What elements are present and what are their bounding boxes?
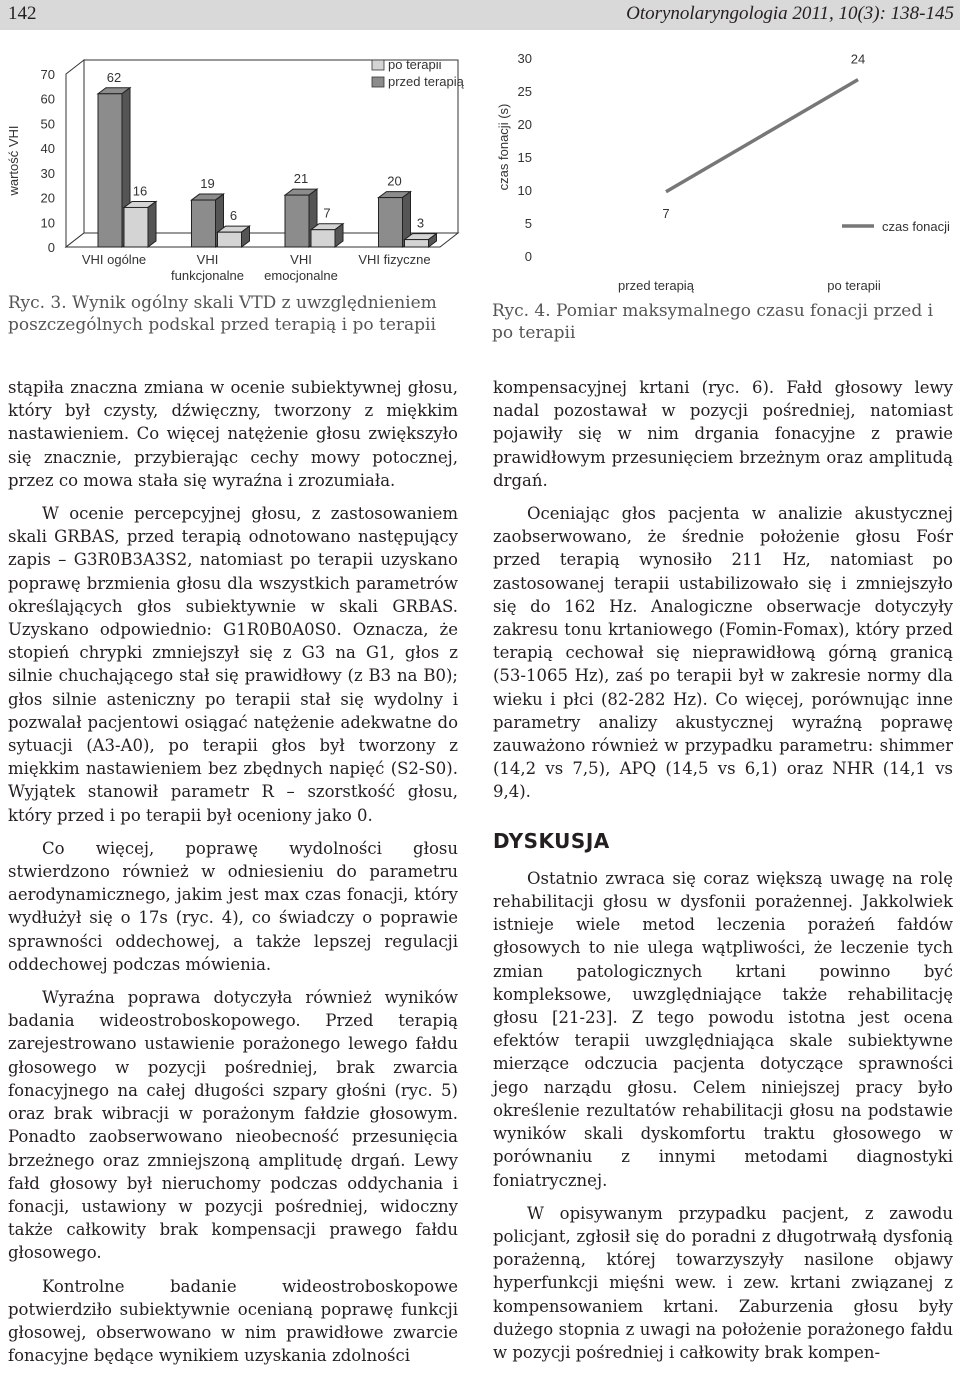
y-tick-label: 20 xyxy=(517,117,532,132)
bar-value-label: 6 xyxy=(229,208,238,224)
y-tick-label: 10 xyxy=(517,183,532,198)
y-axis-label: wartość VHI xyxy=(6,125,21,196)
x-tick-label: VHI xyxy=(290,252,312,267)
side-wall xyxy=(66,60,84,247)
x-tick-label: emocjonalne xyxy=(264,268,338,283)
x-tick-label: przed terapią xyxy=(618,278,694,293)
y-tick-label: 40 xyxy=(40,141,55,157)
y-tick-label: 5 xyxy=(524,216,532,231)
left-column xyxy=(8,376,458,1377)
bar xyxy=(285,195,309,247)
bar xyxy=(218,232,242,247)
bar-value-label: 16 xyxy=(132,183,148,199)
y-tick-label: 30 xyxy=(517,51,532,66)
x-tick-label: VHI xyxy=(196,252,219,267)
figure-4-line-chart xyxy=(490,44,960,293)
x-tick-label: VHI fizyczne xyxy=(358,252,431,267)
data-label: 24 xyxy=(850,51,866,67)
y-tick-label: 70 xyxy=(40,67,55,82)
bar xyxy=(379,198,403,247)
bar-value-label: 20 xyxy=(387,173,402,189)
bar xyxy=(124,207,148,247)
y-tick-label: 20 xyxy=(40,190,55,206)
bar-value-label: 21 xyxy=(293,171,309,187)
bar-value-label: 7 xyxy=(323,205,331,221)
y-tick-label: 60 xyxy=(40,91,55,107)
y-tick-label: 50 xyxy=(40,116,55,132)
legend-label: czas fonacji xyxy=(882,219,950,234)
bar xyxy=(311,230,335,247)
journal-citation: Otorynolaryngologia 2011, 10(3): 138-145 xyxy=(626,3,954,24)
paragraph: Oceniając głos pacjenta w analizie akustycznej zaobserwowano, że średnie położenie głosu Fośr przed terapią wynosiło 211 Hz, natomiast po zastosowanej terapii ustabilizowało się i zmniejszyło się do 162 Hz. Analogiczne obserwacje dotyczyły zakresu tonu krtaniowego (Fomin-Fomax), który przed terapią cechował się nieprawidłową górną granicą (53-1065 Hz), zaś po terapii był w zakresie normy dla wieku i płci (82-282 Hz). Co więcej, porównując inne parametry analizy akustycznej wyraźną poprawę zauważono również w przypadku parametru: shimmer (14,2 vs 7,5), APQ (14,5 vs 6,1) oraz NHR (14,1 vs 9,4). xyxy=(493,504,953,802)
figure-4-caption: Ryc. 4. Pomiar maksymalnego czasu fonacji przed i po terapii xyxy=(492,301,934,343)
series-line xyxy=(666,80,858,192)
paragraph: Co więcej, poprawę wydolności głosu stwierdzono również w odniesieniu do parametru aerodynamicznego, jakim jest max czas fonacji, który wydłużył się o 17s (ryc. 4), co świadczy o poprawie sprawności oddechowej, a także lepszej regulacji oddechowej podczas mówienia. xyxy=(8,838,458,974)
y-axis-label: czas fonacji (s) xyxy=(496,103,511,191)
paragraph: Kontrolne badanie wideostroboskopowe potwierdziło subiektywnie ocenianą poprawę funkcji głosowej, obserwowano w nim prawidłowe zwarcie fonacyjne będące wynikiem uzyskania zdolności xyxy=(8,1276,458,1366)
legend-label: przed terapią xyxy=(388,74,464,89)
y-tick-label: 15 xyxy=(517,150,532,165)
y-tick-label: 25 xyxy=(517,84,532,99)
section-heading: DYSKUSJA xyxy=(493,828,610,853)
paragraph: stąpiła znaczna zmiana w ocenie subiektywnej głosu, który był czysty, dźwięczny, tworzony z miękkim nastawieniem. Co więcej natężenie głosu zwiększyło się znacznie, przybierając cechy mowy potocznej, przez co mowa stała się wyraźna i zrozumiała. xyxy=(8,378,458,490)
x-tick-label: VHI ogólne xyxy=(81,252,147,267)
data-label: 7 xyxy=(662,205,670,221)
legend-label: po terapii xyxy=(388,57,442,72)
page-number: 142 xyxy=(8,3,37,24)
paragraph: kompensacyjnej krtani (ryc. 6). Fałd głosowy lewy nadal pozostawał w pozycji pośredniej, natomiast pojawiły się w nim drgania fonacyjne z prawie prawidłowym przesunięciem brzeżnym oraz amplitudą drgań. xyxy=(493,378,953,490)
bar-value-label: 19 xyxy=(200,176,215,192)
paragraph: Wyraźna poprawa dotyczyła również wyników badania wideostroboskopowego. Przed terapią zarejestrowano ustawienie porażonego lewego fałdu głosowego w pozycji pośredniej, brak zwarcia fonacyjnego na całej długości szpary głośni (ryc. 5) oraz brak wibracji w porażonym fałdzie głosowym. Ponadto zaobserwowano nieobecność przesunięcia brzeżnego oraz zmniejszoną amplitudę drgań. Lewy fałd głosowy był nieruchomy podczas oddychania i fonacji, ustawiony w pozycji pośredniej, widoczny także całkowity brak kompensacji prawego fałdu głosowego. xyxy=(8,988,458,1263)
y-tick-label: 0 xyxy=(47,240,55,255)
bar-value-label: 3 xyxy=(416,215,425,231)
paragraph: Ostatnio zwraca się coraz większą uwagę na rolę rehabilitacji głosu w dysfonii porażennej. Jakkolwiek istnieje wiele metod leczenia porażeń fałdów głosowych to nie ulega wątpliwości, że leczenie tych zmian patologicznych krtani powinno być kompleksowe, uwzględniające także rehabilitację głosu [21-23]. Z tego powodu istotna jest ocena efektów terapii uwzględniająca skale subiektywne mierzące odczucia pacjenta dotyczące sprawności jego narządu głosu. Celem niniejszej pracy było określenie rezultatów rehabilitacji głosu na podstawie wyników skali dyskomfortu traktu głosowego w porównaniu z innymi metodami diagnostyki foniatrycznej. xyxy=(493,868,953,1190)
page-header xyxy=(0,0,960,30)
figure-3-caption: Ryc. 3. Wynik ogólny skali VTD z uwzględnieniem poszczególnych podskal przed terapią i po terapii xyxy=(8,293,437,335)
paragraph: W opisywanym przypadku pacjent, z zawodu policjant, zgłosił się do poradni z długotrwałą dysfonią porażenną, której towarzyszyły nasilone objawy hyperfunkcji mięśni wew. i zew. krtani związanej z kompensowaniem krtani. Zaburzenia głosu były dużego stopnia z uwagi na położenie porażonego fałdu w pozycji pośredniej i całkowity brak kompen- xyxy=(493,1203,953,1362)
x-tick-label: funkcjonalne xyxy=(171,268,244,283)
bar-side xyxy=(148,201,156,247)
figure-3-bar-chart xyxy=(0,50,470,290)
legend-swatch xyxy=(372,77,384,87)
y-tick-label: 30 xyxy=(40,165,55,181)
paragraph: W ocenie percepcyjnej głosu, z zastosowaniem skali GRBAS, przed terapią odnotowano następujący zapis – G3R0B3A3S2, natomiast po terapii uzyskano poprawę brzmienia głosu dla wszystkich parametrów określających głos subiektywnie w skali GRBAS. Uzyskano odpowiednio: G1R0B0A0S0. Oznacza, że stopień chrypki zmniejszył się z G3 na G1, głos z silnie chuchającego stał się prawidłowy (z B3 na B0); głos silnie asteniczny po terapii stał się wydolny i pozwalał pacjentowi osiągać natężenie adekwatne do sytuacji (A3-A0), po terapii głos był tworzony z miękkim nastawieniem bez zbędnych napięć (S2-S0). Wyjątek stanowił parametr R – szorstkość głosu, który przed i po terapii był oceniony jako 0. xyxy=(8,504,458,825)
y-tick-label: 0 xyxy=(524,249,532,264)
bar xyxy=(98,94,122,247)
x-tick-label: po terapii xyxy=(827,278,881,293)
bar xyxy=(405,240,429,247)
legend-swatch xyxy=(372,60,384,70)
y-tick-label: 10 xyxy=(40,215,55,231)
bar-value-label: 62 xyxy=(106,69,122,85)
right-column xyxy=(493,376,953,1374)
bar xyxy=(192,200,216,247)
